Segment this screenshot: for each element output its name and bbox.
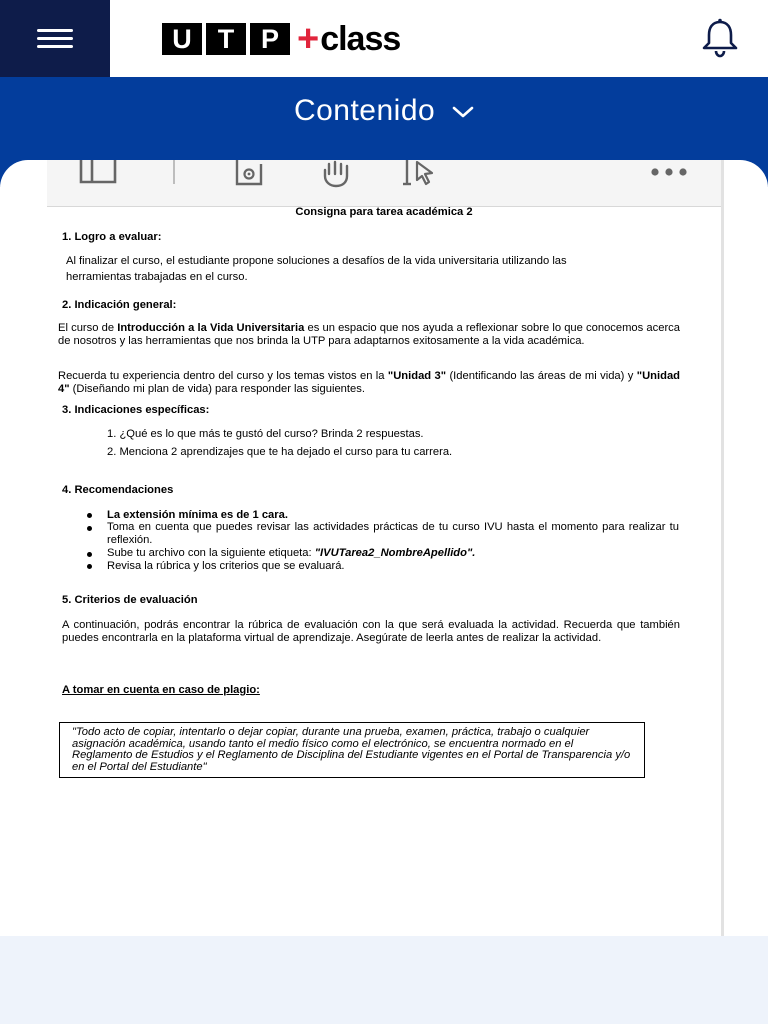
document-settings-icon[interactable] [233, 160, 267, 190]
list-item: Revisa la rúbrica y los criterios que se evaluará. [107, 560, 345, 572]
paragraph-text: es un espacio que nos ayuda a reflexionar sobre lo que conocemos acerca de nosotros y las herramientas que nos brinda la UTP para adaptarnos exitosamente a la vida académica. [58, 322, 680, 347]
logo-plus: + [297, 18, 320, 60]
paragraph-text: El curso de [58, 322, 118, 334]
plagiarism-quote-box [59, 722, 645, 778]
bottom-area [0, 936, 768, 1024]
chevron-down-icon [452, 105, 474, 119]
logo-letter: T [206, 23, 246, 55]
unit-label: "Unidad 3" [387, 370, 447, 382]
section-heading: 3. Indicaciones específicas: [62, 404, 210, 416]
bullet [87, 513, 92, 518]
menu-button[interactable] [0, 0, 110, 77]
logo-letter: U [162, 23, 202, 55]
list-item [107, 547, 475, 560]
list-item: 1. ¿Qué es lo que más te gustó del curso? Brinda 2 respuestas. [107, 428, 424, 440]
plagiarism-heading: A tomar en cuenta en caso de plagio: [62, 684, 260, 696]
bullet [87, 564, 92, 569]
course-name: Introducción a la Vida Universitaria [117, 322, 305, 334]
plagiarism-quote: "Todo acto de copiar, intentarlo o dejar copiar, durante una prueba, examen, práctica, trabajo o cualquier asignación académica, usando tanto el medio físico como el electrónico, se encuentra normado en el Reglamento de Estudios y el Reglamento de Disciplina del Estudiante vigentes en el Portal de Transparencia y/o en el Portal del Estudiante" [72, 726, 631, 773]
utp-class-logo[interactable] [162, 18, 401, 60]
section-heading: 5. Criterios de evaluación [62, 594, 198, 606]
paragraph-line: herramientas trabajadas en el curso. [66, 271, 248, 283]
list-item-text: Sube tu archivo con la siguiente etiqueta: [107, 547, 315, 559]
list-item: Toma en cuenta que puedes revisar las actividades prácticas de tu curso IVU hasta el momento para realizar tu reflexión. [107, 521, 679, 546]
section-heading: 4. Recomendaciones [62, 484, 174, 496]
bullet [87, 552, 92, 557]
file-label: "IVUTarea2_NombreApellido". [314, 547, 476, 559]
paragraph [58, 370, 680, 396]
document-title: Consigna para tarea académica 2 [295, 206, 473, 218]
hamburger-icon [37, 24, 73, 53]
select-cursor-icon[interactable] [401, 160, 443, 190]
paragraph: A continuación, podrás encontrar la rúbrica de evaluación con la que será evaluada la actividad. Recuerda que también puedes encontrarla en la plataforma virtual de aprendizaje. Asegúrate de leerla antes de realizar la actividad. [62, 619, 680, 644]
logo-letter: P [250, 23, 290, 55]
document-viewer[interactable] [47, 160, 724, 936]
top-bar [0, 0, 768, 77]
section-heading: 1. Logro a evaluar: [62, 231, 162, 243]
more-options-icon[interactable] [649, 167, 689, 177]
paragraph [58, 322, 680, 348]
hand-tool-icon[interactable] [317, 160, 357, 190]
logo-utp [162, 23, 294, 55]
page-title: Contenido [293, 94, 436, 127]
list-item: La extensión mínima es de 1 cara. [107, 509, 288, 521]
logo-class: class [320, 20, 401, 58]
document-toolbar [47, 160, 721, 207]
bell-icon[interactable] [698, 16, 742, 60]
toolbar-separator [173, 160, 175, 184]
unit-label: "Unidad 4" [58, 370, 680, 395]
list-item: 2. Menciona 2 aprendizajes que te ha dejado el curso para tu carrera. [107, 446, 453, 458]
paragraph-line: Al finalizar el curso, el estudiante propone soluciones a desafíos de la vida universitaria utilizando las [66, 255, 567, 267]
bullet [87, 526, 92, 531]
section-heading: 2. Indicación general: [62, 299, 177, 311]
paragraph-text: (Identificando las áreas de mi vida) y [446, 370, 637, 382]
paragraph-text: (Diseñando mi plan de vida) para responder las siguientes. [69, 383, 365, 395]
content-dropdown[interactable] [0, 94, 768, 128]
paragraph-text: Recuerda tu experiencia dentro del curso y los temas vistos en la [58, 370, 388, 382]
sidebar-panel-icon[interactable] [79, 160, 117, 190]
